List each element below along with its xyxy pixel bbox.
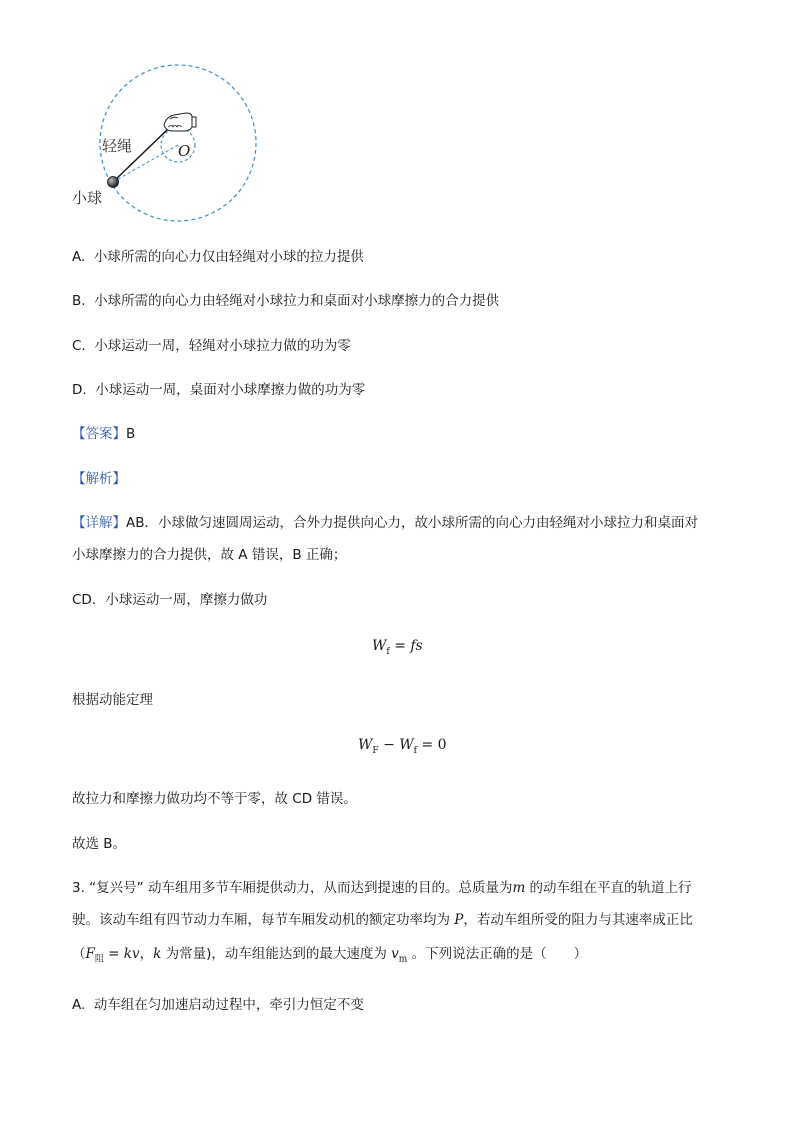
eq2-b: W — [399, 737, 414, 753]
detail-text-3: CD．小球运动一周，摩擦力做功 — [72, 592, 268, 608]
detail-text-2: 小球摩擦力的合力提供，故 A 错误，B 正确； — [72, 547, 347, 563]
q3-force-eq: = kv — [103, 946, 140, 962]
q3-text-1: 3. “复兴号” 动车组用多节车厢提供动力，从而达到提速的目的。总质量为 — [72, 880, 513, 896]
detail-text-4: 根据动能定理 — [72, 692, 153, 708]
q3-text-3b: ， — [139, 946, 154, 962]
detail-line-4 — [72, 690, 153, 710]
detail-line-2 — [72, 545, 346, 565]
q3-option-a — [72, 995, 364, 1015]
q3-k-symbol: k — [153, 946, 162, 962]
option-text: 动车组在匀加速启动过程中，牵引力恒定不变 — [93, 997, 364, 1013]
eq2-rhs: 0 — [437, 737, 447, 753]
option-letter: B. — [72, 293, 86, 309]
q3-velocity-symbol: v — [391, 946, 399, 962]
circular-motion-figure — [60, 55, 280, 235]
detail-line-1 — [72, 513, 698, 533]
detail-tag: 【详解】 — [72, 515, 126, 531]
option-letter: D. — [72, 382, 87, 398]
eq1-rhs: fs — [410, 638, 423, 654]
answer-line — [72, 424, 135, 444]
q3-velocity — [391, 946, 408, 965]
rope-label: 轻绳 — [102, 137, 133, 155]
answer-value: B — [126, 426, 136, 442]
equation-work-friction — [372, 638, 423, 657]
q3-text-3c: 为常量)，动车组能达到的最大速度为 — [161, 946, 392, 962]
equation-work-energy — [358, 737, 447, 756]
option-b — [72, 291, 499, 311]
option-letter: A. — [72, 997, 86, 1013]
detail-text-1: AB．小球做匀速圆周运动，合外力提供向心力，故小球所需的向心力由轻绳对小球拉力和桌面对 — [126, 515, 698, 531]
option-text: 小球运动一周，桌面对小球摩擦力做的功为零 — [95, 382, 366, 398]
q3-mass-symbol: m — [512, 880, 526, 896]
eq2-a: W — [358, 737, 373, 753]
detail-text-5: 故拉力和摩擦力做功均不等于零，故 CD 错误。 — [72, 791, 357, 807]
answer-tag: 【答案】 — [72, 426, 126, 442]
option-d — [72, 380, 365, 400]
q3-text-2b: ，若动车组所受的阻力与其速率成正比 — [463, 912, 693, 928]
q3-power-symbol: P — [454, 912, 464, 928]
hand-icon — [164, 113, 196, 131]
option-c — [72, 336, 351, 356]
q3-resistance-formula — [85, 946, 140, 965]
q3-velocity-sub: m — [398, 954, 408, 965]
option-letter: A. — [72, 249, 86, 265]
analysis-line — [72, 469, 126, 489]
question3-line-2 — [72, 910, 693, 930]
option-text: 小球所需的向心力由轻绳对小球拉力和桌面对小球摩擦力的合力提供 — [94, 293, 500, 309]
eq2-a-sub: F — [372, 745, 379, 756]
eq2-eq: = — [421, 737, 434, 753]
q3-text-3d: 。下列说法正确的是（ ） — [407, 946, 588, 962]
analysis-tag: 【解析】 — [72, 471, 126, 487]
circular-motion-diagram — [60, 55, 280, 235]
option-letter: C. — [72, 338, 86, 354]
q3-text-2a: 驶。该动车组有四节动力车厢，每节车厢发动机的额定功率均为 — [72, 912, 455, 928]
eq2-b-sub: f — [413, 745, 418, 756]
eq1-op: = — [394, 638, 406, 654]
option-a — [72, 247, 364, 267]
detail-text-6: 故选 B。 — [72, 836, 127, 852]
detail-line-6 — [72, 834, 126, 854]
center-label: O — [178, 142, 191, 160]
q3-text-3a: （ — [72, 946, 86, 962]
ball-label: 小球 — [72, 189, 103, 207]
q3-force-symbol: F — [85, 946, 95, 962]
eq1-lhs-sub: f — [386, 646, 390, 657]
q3-force-sub: 阻 — [94, 954, 104, 965]
eq2-minus: − — [383, 737, 395, 753]
option-text: 小球运动一周，轻绳对小球拉力做的功为零 — [94, 338, 351, 354]
q3-text-1b: 的动车组在平直的轨道上行 — [525, 880, 692, 896]
detail-line-5 — [72, 789, 357, 809]
ball — [108, 177, 119, 188]
detail-line-3 — [72, 590, 267, 610]
question3-line-1 — [72, 878, 692, 898]
question3-line-3 — [72, 944, 587, 970]
eq1-lhs: W — [372, 638, 387, 654]
option-text: 小球所需的向心力仅由轻绳对小球的拉力提供 — [93, 249, 364, 265]
